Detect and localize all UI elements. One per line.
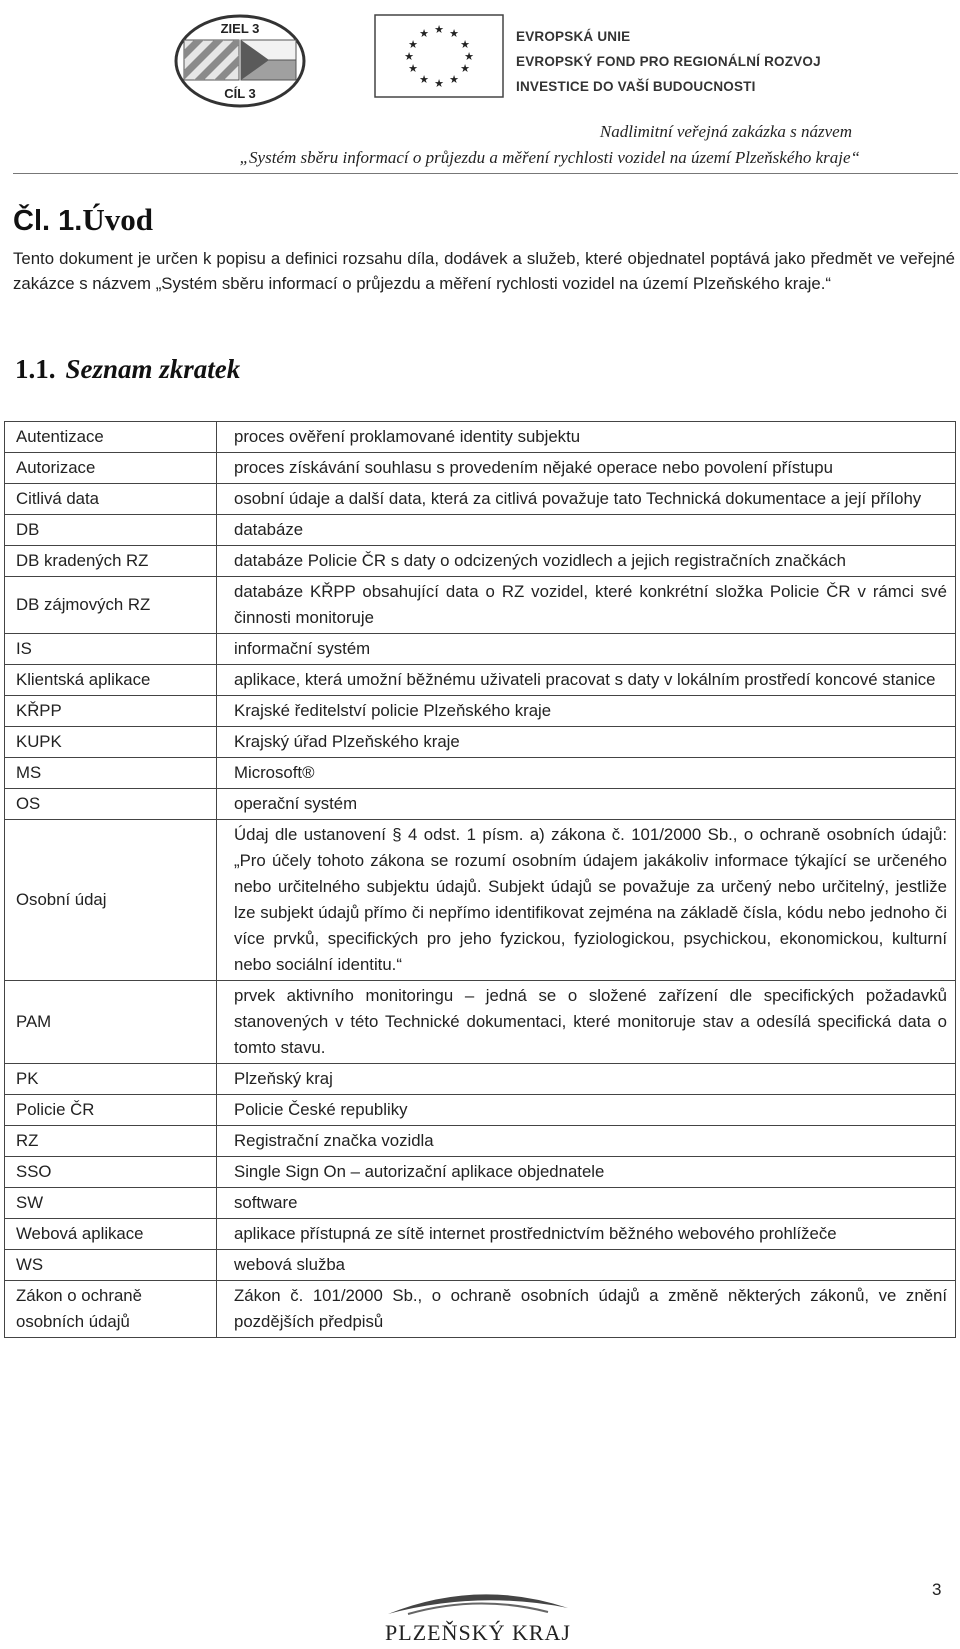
abbreviation-definition: Krajský úřad Plzeňského kraje — [217, 727, 956, 758]
abbreviation-definition: databáze KŘPP obsahující data o RZ vozidel, které konkrétní složka Policie ČR v rámci své činnosti monitoruje — [217, 577, 956, 634]
table-row — [5, 577, 956, 634]
eu-flag-logo — [374, 14, 504, 98]
table-row — [5, 634, 956, 665]
intro-paragraph: Tento dokument je určen k popisu a definici rozsahu díla, dodávek a služeb, které objednatel poptává jako předmět ve veřejné zakázce s názvem „Systém sběru informací o průjezdu a měření rychlosti vozidel na území Plzeňského kraje.“ — [13, 249, 955, 293]
abbreviation-definition: Zákon č. 101/2000 Sb., o ochraně osobních údajů a změně některých zákonů, ve znění pozdějších předpisů — [217, 1281, 956, 1338]
abbreviation-term: SW — [5, 1188, 217, 1219]
abbreviation-term: Citlivá data — [5, 484, 217, 515]
abbreviation-definition: Plzeňský kraj — [217, 1064, 956, 1095]
abbreviation-term: WS — [5, 1250, 217, 1281]
table-row — [5, 1281, 956, 1338]
abbreviation-definition: proces získávání souhlasu s provedením nějaké operace nebo povolení přístupu — [217, 453, 956, 484]
svg-text:★: ★ — [464, 50, 474, 63]
table-row — [5, 546, 956, 577]
table-row — [5, 1157, 956, 1188]
table-row — [5, 1188, 956, 1219]
svg-text:★: ★ — [460, 62, 470, 75]
svg-text:★: ★ — [408, 62, 418, 75]
ziel3-logo — [174, 14, 306, 108]
abbreviation-term: Policie ČR — [5, 1095, 217, 1126]
abbreviation-term: PK — [5, 1064, 217, 1095]
abbreviation-definition: informační systém — [217, 634, 956, 665]
table-row — [5, 1095, 956, 1126]
svg-text:★: ★ — [419, 73, 429, 86]
abbreviation-term: DB zájmových RZ — [5, 577, 217, 634]
eu-line-2: EVROPSKÝ FOND PRO REGIONÁLNÍ ROZVOJ — [516, 54, 821, 69]
table-row — [5, 789, 956, 820]
abbreviation-definition: databáze Policie ČR s daty o odcizených vozidlech a jejich registračních značkách — [217, 546, 956, 577]
abbreviation-term: IS — [5, 634, 217, 665]
table-row — [5, 1250, 956, 1281]
section-number: Čl. 1. — [13, 205, 83, 237]
abbreviation-definition: Krajské ředitelství policie Plzeňského kraje — [217, 696, 956, 727]
svg-text:★: ★ — [434, 77, 444, 90]
header-divider — [13, 173, 958, 174]
abbreviation-term: OS — [5, 789, 217, 820]
abbreviation-definition: Policie České republiky — [217, 1095, 956, 1126]
table-row — [5, 453, 956, 484]
abbreviation-term: Klientská aplikace — [5, 665, 217, 696]
table-row — [5, 665, 956, 696]
abbreviation-definition: Microsoft® — [217, 758, 956, 789]
project-title-line-2: „Systém sběru informací o průjezdu a měření rychlosti vozidel na území Plzeňského kraje“ — [239, 148, 860, 167]
abbreviation-term: RZ — [5, 1126, 217, 1157]
page-header — [0, 0, 960, 180]
abbreviation-definition: Registrační značka vozidla — [217, 1126, 956, 1157]
abbreviations-table-body — [5, 422, 956, 1338]
abbreviation-term: MS — [5, 758, 217, 789]
abbreviation-definition: Single Sign On – autorizační aplikace objednatele — [217, 1157, 956, 1188]
abbreviations-table — [4, 421, 956, 1338]
abbreviation-term: KŘPP — [5, 696, 217, 727]
table-row — [5, 515, 956, 546]
abbreviation-definition: operační systém — [217, 789, 956, 820]
ziel3-logo-bottom-text: CÍL 3 — [224, 86, 256, 101]
abbreviation-definition: aplikace, která umožní běžnému uživateli pracovat s daty v lokálním prostředí koncové stanice — [217, 665, 956, 696]
abbreviation-term: DB — [5, 515, 217, 546]
abbreviation-definition: software — [217, 1188, 956, 1219]
eu-line-3: INVESTICE DO VAŠÍ BUDOUCNOSTI — [516, 79, 756, 94]
eu-line-1: EVROPSKÁ UNIE — [516, 29, 631, 44]
abbreviation-definition: proces ověření proklamované identity subjektu — [217, 422, 956, 453]
table-row — [5, 1219, 956, 1250]
svg-text:★: ★ — [449, 27, 459, 40]
svg-text:★: ★ — [460, 38, 470, 51]
abbreviation-term: KUPK — [5, 727, 217, 758]
subsection-heading — [15, 354, 240, 385]
project-title-line-1: Nadlimitní veřejná zakázka s názvem — [599, 122, 852, 141]
table-row — [5, 484, 956, 515]
subsection-title: Seznam zkratek — [65, 354, 241, 384]
eu-text-block — [516, 24, 821, 99]
abbreviation-term: Osobní údaj — [5, 820, 217, 981]
section-title: Úvod — [82, 202, 153, 237]
abbreviation-term: DB kradených RZ — [5, 546, 217, 577]
table-row — [5, 696, 956, 727]
bavaria-flag — [184, 40, 239, 80]
page-number: 3 — [932, 1580, 942, 1599]
subsection-number: 1.1. — [15, 354, 56, 384]
abbreviation-term: Zákon o ochraně osobních údajů — [5, 1281, 217, 1338]
abbreviation-definition: osobní údaje a další data, která za citlivá považuje tato Technická dokumentace a její přílohy — [217, 484, 956, 515]
svg-text:★: ★ — [434, 23, 444, 36]
table-row — [5, 422, 956, 453]
svg-text:★: ★ — [408, 38, 418, 51]
svg-text:★: ★ — [404, 50, 414, 63]
table-row — [5, 1064, 956, 1095]
footer-logo-text: PLZEŇSKÝ KRAJ — [385, 1620, 571, 1645]
abbreviation-term: PAM — [5, 981, 217, 1064]
abbreviation-definition: prvek aktivního monitoringu – jedná se o složené zařízení dle specifických požadavků stanovených v této Technické dokumentaci, které monitoruje stav a odesílá specifická data o tomto stavu. — [217, 981, 956, 1064]
section-heading — [13, 202, 153, 238]
abbreviation-term: SSO — [5, 1157, 217, 1188]
table-row — [5, 981, 956, 1064]
svg-text:★: ★ — [419, 27, 429, 40]
abbreviation-term: Autorizace — [5, 453, 217, 484]
table-row — [5, 820, 956, 981]
abbreviation-definition: webová služba — [217, 1250, 956, 1281]
abbreviation-term: Webová aplikace — [5, 1219, 217, 1250]
abbreviation-term: Autentizace — [5, 422, 217, 453]
abbreviation-definition: databáze — [217, 515, 956, 546]
table-row — [5, 1126, 956, 1157]
svg-text:★: ★ — [449, 73, 459, 86]
table-row — [5, 758, 956, 789]
table-row — [5, 727, 956, 758]
abbreviation-definition: Údaj dle ustanovení § 4 odst. 1 písm. a) zákona č. 101/2000 Sb., o ochraně osobních údajů: „Pro účely tohoto zákona se rozumí osobním údajem jakákoliv informace týkající se určeného nebo určitelného subjektu údajů. Subjekt údajů se považuje za určený nebo určitelný, jestliže lze subjekt údajů přímo či nepřímo identifikovat zejména na základě čísla, kódu nebo jednoho či více prvků, specifických pro jeho fyzickou, fyziologickou, psychickou, ekonomickou, kulturní nebo sociální identitu.“ — [217, 820, 956, 981]
plzensky-kraj-logo — [368, 1584, 588, 1646]
czech-flag — [241, 40, 296, 80]
abbreviation-definition: aplikace přístupná ze sítě internet prostřednictvím běžného webového prohlížeče — [217, 1219, 956, 1250]
ziel3-logo-top-text: ZIEL 3 — [220, 21, 260, 36]
